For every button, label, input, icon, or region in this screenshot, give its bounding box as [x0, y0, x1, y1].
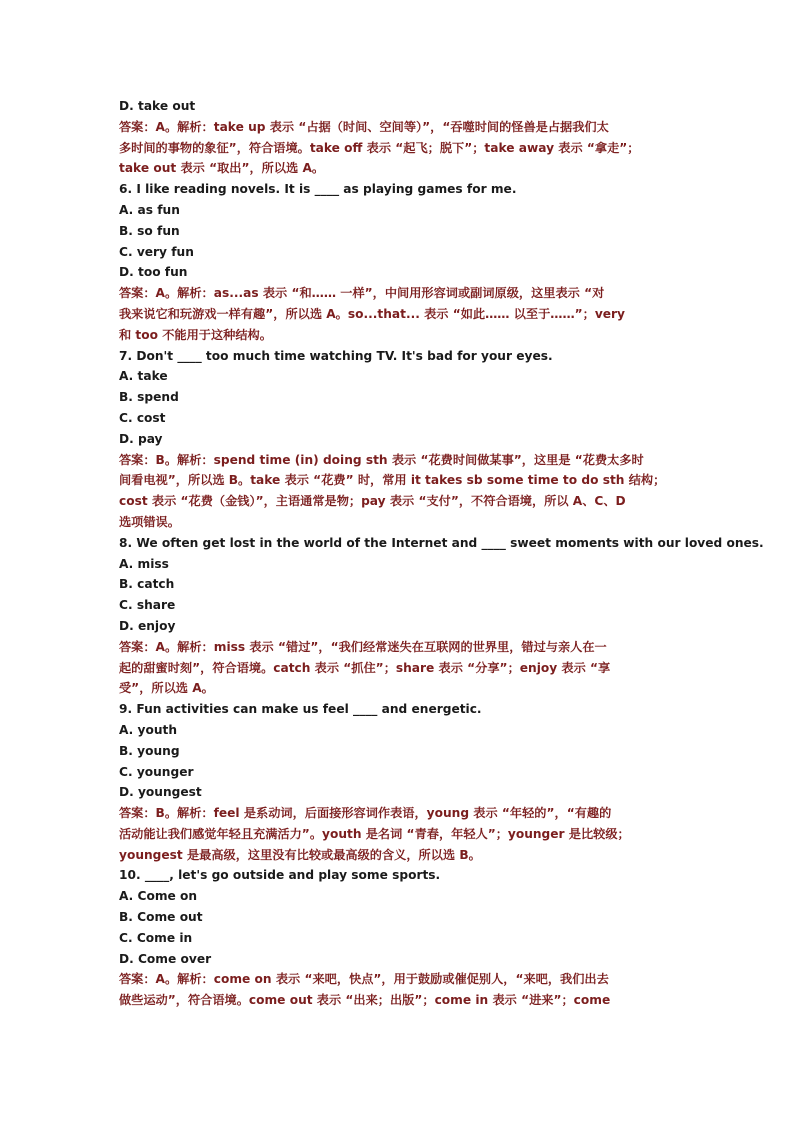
document-page [119, 96, 764, 1011]
option-line: D. youngest [119, 785, 202, 800]
option-line: C. share [119, 598, 176, 613]
option-line: B. catch [119, 577, 175, 592]
answer-explanation-line: 答案：A。解析：come on 表示 “来吧，快点”，用于鼓励或催促别人，“来吧，我们出去 [119, 972, 609, 987]
answer-explanation-line: 和 too 不能用于这种结构。 [119, 327, 272, 342]
option-line: A. as fun [119, 202, 180, 217]
answer-explanation-line: 做些运动”，符合语境。come out 表示 “出来；出版”；come in 表示 “进来”；come [119, 993, 611, 1008]
answer-explanation-line: 多时间的事物的象征”，符合语境。take off 表示 “起飞；脱下”；take away 表示 “拿走”； [119, 140, 640, 155]
option-line: C. very fun [119, 244, 194, 259]
option-line: A. Come on [119, 889, 198, 904]
option-line: B. so fun [119, 223, 180, 238]
question-line: 6. I like reading novels. It is ____ as playing games for me. [119, 182, 517, 197]
option-line: D. pay [119, 431, 163, 446]
option-line: C. cost [119, 410, 166, 425]
answer-explanation-line: 活动能让我们感觉年轻且充满活力”。youth 是名词 “青春，年轻人”；younger 是比较级； [119, 826, 630, 841]
question-line: 8. We often get lost in the world of the Internet and ____ sweet moments with our loved ones. [119, 535, 764, 550]
answer-explanation-line: 我来说它和玩游戏一样有趣”，所以选 A。so...that... 表示 “如此…… 以至于……”；very [119, 306, 625, 321]
option-line: C. Come in [119, 930, 193, 945]
question-line: 7. Don't ____ too much time watching TV. It's bad for your eyes. [119, 348, 553, 363]
question-line: 10. ____, let's go outside and play some sports. [119, 868, 441, 883]
answer-explanation-line: 间看电视”，所以选 B。take 表示 “花费” 时，常用 it takes sb some time to do sth 结构； [119, 473, 666, 488]
option-line: D. too fun [119, 265, 188, 280]
question-line: 9. Fun activities can make us feel ____ and energetic. [119, 702, 482, 717]
option-line: A. youth [119, 722, 178, 737]
answer-explanation-line: 答案：A。解析：as...as 表示 “和…… 一样”，中间用形容词或副词原级，这里表示 “对 [119, 286, 605, 301]
answer-explanation-line: 选项错误。 [119, 514, 180, 529]
option-line: A. take [119, 369, 168, 384]
answer-explanation-line: 答案：B。解析：feel 是系动词，后面接形容词作表语，young 表示 “年轻的”，“有趣的 [119, 806, 612, 821]
answer-explanation-line: take out 表示 “取出”，所以选 A。 [119, 161, 325, 176]
answer-explanation-line: 受”，所以选 A。 [119, 681, 214, 696]
answer-explanation-line: 起的甜蜜时刻”，符合语境。catch 表示 “抓住”；share 表示 “分享”；enjoy 表示 “享 [119, 660, 611, 675]
option-line: D. take out [119, 99, 196, 113]
option-line: D. Come over [119, 951, 212, 966]
option-line: B. Come out [119, 910, 203, 925]
option-line: C. younger [119, 764, 194, 779]
option-line: D. enjoy [119, 618, 176, 633]
option-line: A. miss [119, 556, 169, 571]
answer-explanation-line: 答案：A。解析：miss 表示 “错过”，“我们经常迷失在互联网的世界里，错过与亲人在一 [119, 639, 607, 654]
option-line: B. spend [119, 390, 179, 405]
answer-explanation-line: 答案：B。解析：spend time (in) doing sth 表示 “花费时间做某事”，这里是 “花费太多时 [119, 452, 644, 467]
option-line: B. young [119, 743, 180, 758]
answer-explanation-line: 答案：A。解析：take up 表示 “占据（时间、空间等）”，“吞噬时间的怪兽是占据我们太 [119, 119, 609, 134]
answer-explanation-line: youngest 是最高级，这里没有比较或最高级的含义，所以选 B。 [119, 847, 481, 862]
answer-explanation-line: cost 表示 “花费（金钱）”，主语通常是物；pay 表示 “支付”，不符合语境，所以 A、C、D [119, 494, 626, 509]
